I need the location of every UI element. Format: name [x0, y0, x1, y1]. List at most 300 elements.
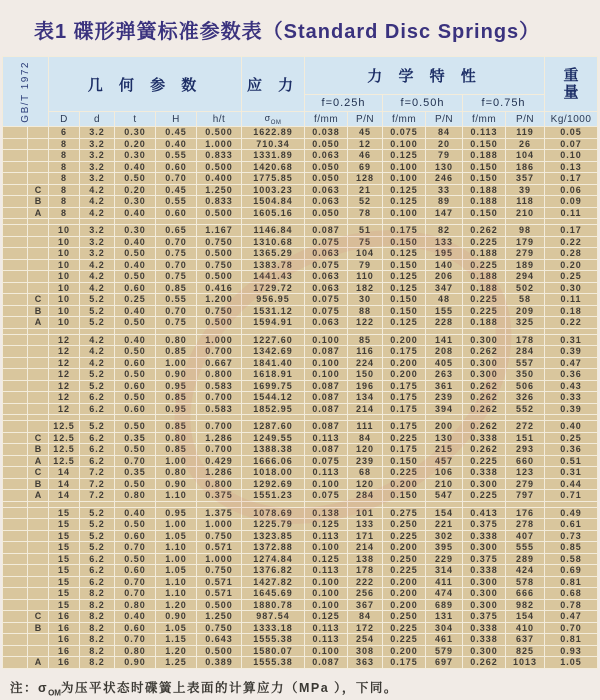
separator-cell: [242, 415, 304, 420]
header-weight-top: 重: [563, 67, 579, 84]
separator-cell: [348, 415, 382, 420]
table-row: [3, 173, 597, 184]
data-cell: 0.40: [115, 208, 155, 219]
data-cell: 256: [348, 588, 382, 599]
data-cell: 0.175: [383, 657, 425, 668]
separator-cell: [115, 502, 155, 507]
data-cell: 239: [348, 456, 382, 467]
separator-cell: [383, 415, 425, 420]
separator-cell: [80, 329, 114, 334]
series-letter-cell: A: [28, 317, 48, 328]
row-strip-cell: [3, 139, 27, 150]
separator-cell: [3, 415, 27, 420]
data-cell: 0.500: [197, 271, 241, 282]
data-cell: 179: [506, 237, 544, 248]
data-cell: 8: [49, 150, 79, 161]
data-cell: 15: [49, 600, 79, 611]
table-row: [3, 392, 597, 403]
data-cell: 228: [426, 317, 462, 328]
data-cell: 0.43: [545, 381, 597, 392]
row-strip-cell: [3, 554, 27, 565]
row-strip-cell: [3, 456, 27, 467]
header-weight: [545, 57, 597, 111]
data-cell: 0.78: [545, 600, 597, 611]
data-cell: 0.40: [545, 421, 597, 432]
data-cell: 0.113: [305, 467, 347, 478]
data-cell: 263: [426, 369, 462, 380]
series-letter-cell: B: [28, 623, 48, 634]
data-cell: 0.087: [305, 381, 347, 392]
data-cell: 84: [348, 611, 382, 622]
data-cell: 79: [426, 150, 462, 161]
data-cell: 0.225: [383, 531, 425, 542]
data-cell: 0.750: [197, 531, 241, 542]
data-cell: 0.85: [156, 346, 196, 357]
data-cell: 0.40: [115, 260, 155, 271]
data-cell: 987.54: [242, 611, 304, 622]
data-cell: 0.038: [305, 127, 347, 138]
data-cell: 128: [348, 173, 382, 184]
data-cell: 0.300: [463, 335, 505, 346]
separator-cell: [80, 502, 114, 507]
data-cell: 3.2: [80, 127, 114, 138]
data-cell: 8: [49, 185, 79, 196]
data-cell: 26: [506, 139, 544, 150]
data-cell: 12.5: [49, 421, 79, 432]
data-cell: 0.17: [545, 225, 597, 236]
separator-cell: [156, 219, 196, 224]
data-cell: 1383.78: [242, 260, 304, 271]
data-cell: 0.73: [545, 531, 597, 542]
separator-row: [3, 329, 597, 334]
data-cell: 982: [506, 600, 544, 611]
table-row: [3, 306, 597, 317]
data-cell: 0.087: [305, 404, 347, 415]
data-cell: 1274.84: [242, 554, 304, 565]
data-cell: 0.113: [305, 623, 347, 634]
data-cell: 0.22: [545, 317, 597, 328]
data-cell: 0.225: [463, 456, 505, 467]
data-cell: 0.69: [545, 565, 597, 576]
row-strip-cell: [3, 196, 27, 207]
data-cell: 0.55: [156, 150, 196, 161]
row-strip-cell: [3, 317, 27, 328]
row-strip-cell: [3, 237, 27, 248]
data-cell: 1.286: [197, 433, 241, 444]
table-row: [3, 283, 597, 294]
data-cell: 0.60: [115, 404, 155, 415]
data-cell: 130: [426, 433, 462, 444]
data-cell: 289: [506, 554, 544, 565]
data-cell: 68: [348, 467, 382, 478]
data-cell: 0.338: [463, 634, 505, 645]
data-cell: 0.087: [305, 225, 347, 236]
data-cell: 1078.69: [242, 508, 304, 519]
data-cell: 12: [49, 381, 79, 392]
separator-cell: [506, 415, 544, 420]
data-cell: 0.100: [305, 358, 347, 369]
data-cell: 0.50: [115, 554, 155, 565]
data-cell: 0.150: [463, 162, 505, 173]
header-col-P2: P/N: [426, 112, 462, 126]
separator-cell: [506, 219, 544, 224]
data-cell: 0.416: [197, 283, 241, 294]
data-cell: 6.2: [80, 577, 114, 588]
data-cell: 0.125: [383, 317, 425, 328]
data-cell: 1555.38: [242, 634, 304, 645]
data-cell: 284: [506, 346, 544, 357]
data-cell: 0.262: [463, 392, 505, 403]
data-cell: 0.300: [463, 588, 505, 599]
data-cell: 1333.18: [242, 623, 304, 634]
data-cell: 0.225: [463, 294, 505, 305]
data-cell: 0.225: [383, 623, 425, 634]
data-cell: 0.18: [545, 306, 597, 317]
row-strip-cell: [3, 623, 27, 634]
data-cell: 0.100: [305, 600, 347, 611]
data-cell: 195: [426, 248, 462, 259]
data-cell: 0.90: [115, 657, 155, 668]
data-cell: 0.075: [383, 127, 425, 138]
data-cell: 0.125: [383, 248, 425, 259]
data-cell: 0.225: [463, 306, 505, 317]
data-cell: 0.750: [197, 260, 241, 271]
data-cell: 1555.38: [242, 657, 304, 668]
data-cell: 0.188: [463, 185, 505, 196]
data-cell: 0.60: [115, 565, 155, 576]
data-cell: 12.5: [49, 456, 79, 467]
data-cell: 1775.85: [242, 173, 304, 184]
data-cell: 8.2: [80, 646, 114, 657]
table-row: [3, 623, 597, 634]
table-row: [3, 225, 597, 236]
series-letter-cell: [28, 554, 48, 565]
data-cell: 6.2: [80, 456, 114, 467]
data-cell: 1.250: [197, 611, 241, 622]
data-cell: 1249.55: [242, 433, 304, 444]
data-cell: 0.075: [305, 294, 347, 305]
data-cell: 0.65: [156, 225, 196, 236]
separator-cell: [197, 219, 241, 224]
data-cell: 1.250: [197, 185, 241, 196]
standard-code-cell: [3, 57, 48, 126]
data-cell: 33: [426, 185, 462, 196]
data-cell: 0.125: [383, 150, 425, 161]
data-cell: 209: [506, 306, 544, 317]
separator-cell: [156, 415, 196, 420]
data-cell: 0.33: [545, 392, 597, 403]
data-cell: 1666.06: [242, 456, 304, 467]
data-cell: 1.20: [156, 646, 196, 657]
data-cell: 0.50: [115, 173, 155, 184]
separator-cell: [115, 415, 155, 420]
series-letter-cell: [28, 600, 48, 611]
row-strip-cell: [3, 467, 27, 478]
separator-cell: [426, 502, 462, 507]
data-cell: 0.85: [156, 392, 196, 403]
separator-cell: [242, 219, 304, 224]
standard-code-label: GB/T 1972: [19, 60, 31, 123]
data-cell: 79: [348, 260, 382, 271]
data-cell: 0.40: [156, 139, 196, 150]
separator-cell: [463, 219, 505, 224]
separator-cell: [197, 329, 241, 334]
data-cell: 229: [426, 554, 462, 565]
data-cell: 0.20: [545, 260, 597, 271]
data-cell: 0.500: [197, 127, 241, 138]
data-cell: 1.20: [156, 600, 196, 611]
header-deflection-075: f=0.75h: [463, 95, 544, 111]
data-cell: 405: [426, 358, 462, 369]
data-cell: 178: [506, 335, 544, 346]
data-cell: 0.100: [383, 139, 425, 150]
separator-cell: [49, 219, 79, 224]
data-cell: 710.34: [242, 139, 304, 150]
data-cell: 1342.69: [242, 346, 304, 357]
table-row: [3, 634, 597, 645]
row-strip-cell: [3, 646, 27, 657]
data-cell: 0.225: [463, 490, 505, 501]
data-cell: 0.60: [115, 381, 155, 392]
data-cell: 0.750: [197, 306, 241, 317]
data-cell: 7.2: [80, 479, 114, 490]
data-cell: 0.39: [545, 346, 597, 357]
data-cell: 302: [426, 531, 462, 542]
data-cell: 133: [426, 237, 462, 248]
data-cell: 0.80: [156, 335, 196, 346]
data-cell: 1018.00: [242, 467, 304, 478]
data-cell: 367: [348, 600, 382, 611]
data-cell: 0.81: [545, 634, 597, 645]
data-cell: 0.050: [305, 139, 347, 150]
data-cell: 46: [348, 150, 382, 161]
data-cell: 0.50: [115, 317, 155, 328]
data-cell: 0.30: [115, 127, 155, 138]
separator-cell: [305, 502, 347, 507]
data-cell: 0.68: [545, 588, 597, 599]
data-cell: 0.75: [156, 317, 196, 328]
data-cell: 0.063: [305, 196, 347, 207]
series-letter-cell: A: [28, 490, 48, 501]
table-row: [3, 150, 597, 161]
table-row: [3, 369, 597, 380]
data-cell: 0.087: [305, 392, 347, 403]
data-cell: 154: [426, 508, 462, 519]
separator-cell: [80, 415, 114, 420]
data-cell: 110: [348, 271, 382, 282]
data-cell: 0.51: [545, 456, 597, 467]
series-letter-cell: [28, 127, 48, 138]
data-cell: 0.700: [197, 346, 241, 357]
separator-cell: [545, 502, 597, 507]
data-cell: 0.087: [305, 421, 347, 432]
data-cell: 6.2: [80, 554, 114, 565]
data-cell: 0.087: [305, 657, 347, 668]
data-cell: 0.06: [545, 185, 597, 196]
row-strip-cell: [3, 392, 27, 403]
data-cell: 1376.82: [242, 565, 304, 576]
data-cell: 0.40: [115, 306, 155, 317]
data-cell: 0.70: [115, 588, 155, 599]
data-cell: 0.20: [115, 139, 155, 150]
data-cell: 208: [426, 346, 462, 357]
data-cell: 0.200: [383, 358, 425, 369]
table-row: [3, 588, 597, 599]
row-strip-cell: [3, 162, 27, 173]
data-cell: 0.188: [463, 150, 505, 161]
data-cell: 10: [49, 294, 79, 305]
data-cell: 1531.12: [242, 306, 304, 317]
data-cell: 210: [426, 479, 462, 490]
data-cell: 0.275: [383, 508, 425, 519]
data-cell: 350: [506, 369, 544, 380]
header-stress: 应 力: [242, 57, 304, 111]
table-row: [3, 196, 597, 207]
data-cell: 0.150: [463, 173, 505, 184]
series-letter-cell: [28, 358, 48, 369]
data-cell: 15: [49, 565, 79, 576]
separator-cell: [348, 329, 382, 334]
data-cell: 8: [49, 139, 79, 150]
series-letter-cell: [28, 150, 48, 161]
data-cell: 0.113: [305, 634, 347, 645]
data-cell: 1605.16: [242, 208, 304, 219]
data-cell: 308: [348, 646, 382, 657]
series-letter-cell: [28, 588, 48, 599]
data-cell: 0.70: [156, 173, 196, 184]
data-cell: 0.050: [305, 162, 347, 173]
data-cell: 0.188: [463, 283, 505, 294]
data-cell: 3.2: [80, 237, 114, 248]
data-cell: 16: [49, 623, 79, 634]
data-cell: 0.375: [463, 519, 505, 530]
data-cell: 1.375: [197, 508, 241, 519]
series-letter-cell: [28, 531, 48, 542]
data-cell: 0.338: [463, 433, 505, 444]
sigma-subscript: OM: [270, 119, 282, 126]
separator-cell: [156, 502, 196, 507]
data-cell: 0.150: [383, 456, 425, 467]
row-strip-cell: [3, 565, 27, 576]
separator-cell: [305, 415, 347, 420]
data-cell: 1.200: [197, 294, 241, 305]
data-cell: 15: [49, 508, 79, 519]
data-cell: 1365.29: [242, 248, 304, 259]
data-cell: 0.55: [156, 294, 196, 305]
data-cell: 326: [506, 392, 544, 403]
data-cell: 0.80: [115, 646, 155, 657]
separator-cell: [3, 329, 27, 334]
data-cell: 0.60: [115, 623, 155, 634]
row-strip-cell: [3, 248, 27, 259]
data-cell: 8.2: [80, 623, 114, 634]
data-cell: 176: [506, 508, 544, 519]
data-cell: 0.17: [545, 173, 597, 184]
data-cell: 0.150: [383, 260, 425, 271]
data-cell: 0.150: [463, 139, 505, 150]
data-cell: 0.40: [115, 162, 155, 173]
data-cell: 0.50: [115, 248, 155, 259]
data-cell: 1331.89: [242, 150, 304, 161]
data-cell: 0.75: [156, 271, 196, 282]
data-cell: 12: [49, 335, 79, 346]
data-cell: 1372.88: [242, 542, 304, 553]
data-cell: 325: [506, 317, 544, 328]
data-cell: 5.2: [80, 542, 114, 553]
header-col-f2: f/mm: [383, 112, 425, 126]
data-cell: 0.750: [197, 623, 241, 634]
data-cell: 0.25: [115, 294, 155, 305]
header-weight-bottom: 量: [563, 84, 579, 101]
data-cell: 131: [426, 611, 462, 622]
data-cell: 254: [348, 634, 382, 645]
row-strip-cell: [3, 225, 27, 236]
data-cell: 0.188: [463, 248, 505, 259]
data-cell: 0.113: [305, 531, 347, 542]
data-cell: 0.338: [463, 565, 505, 576]
data-cell: 0.500: [197, 646, 241, 657]
data-cell: 14: [49, 490, 79, 501]
header-deflection-050: f=0.50h: [383, 95, 462, 111]
data-cell: 1.25: [156, 657, 196, 668]
series-letter-cell: A: [28, 208, 48, 219]
data-cell: 1.00: [156, 554, 196, 565]
table-row: [3, 531, 597, 542]
series-letter-cell: [28, 542, 48, 553]
data-cell: 4.2: [80, 260, 114, 271]
data-cell: 0.50: [115, 392, 155, 403]
row-strip-cell: [3, 531, 27, 542]
data-cell: 16: [49, 657, 79, 668]
series-letter-cell: C: [28, 433, 48, 444]
data-cell: 0.063: [305, 283, 347, 294]
data-cell: 6.2: [80, 565, 114, 576]
data-cell: 88: [348, 306, 382, 317]
data-cell: 547: [426, 490, 462, 501]
data-cell: 104: [506, 150, 544, 161]
data-cell: 3.2: [80, 225, 114, 236]
data-cell: 0.36: [545, 369, 597, 380]
footnote-text: 为压平状态时碟簧上表面的计算应力（MPa ），下同。: [60, 680, 398, 695]
data-cell: 15: [49, 542, 79, 553]
data-cell: 0.07: [545, 139, 597, 150]
data-cell: 172: [348, 623, 382, 634]
data-cell: 697: [426, 657, 462, 668]
row-strip-cell: [3, 404, 27, 415]
data-cell: 0.200: [383, 479, 425, 490]
data-cell: 1.000: [197, 519, 241, 530]
data-cell: 10: [49, 225, 79, 236]
data-cell: 0.70: [115, 577, 155, 588]
data-cell: 0.087: [305, 346, 347, 357]
data-cell: 506: [506, 381, 544, 392]
table-row: [3, 600, 597, 611]
data-cell: 0.125: [383, 185, 425, 196]
data-cell: 0.60: [156, 208, 196, 219]
data-cell: 361: [426, 381, 462, 392]
data-cell: 0.113: [305, 433, 347, 444]
separator-cell: [545, 415, 597, 420]
data-cell: 151: [506, 433, 544, 444]
data-cell: 1618.91: [242, 369, 304, 380]
data-cell: 0.95: [156, 508, 196, 519]
table-row: [3, 490, 597, 501]
data-cell: 8.2: [80, 634, 114, 645]
data-cell: 221: [426, 519, 462, 530]
data-cell: 12: [348, 139, 382, 150]
data-cell: 134: [348, 392, 382, 403]
data-cell: 347: [426, 283, 462, 294]
